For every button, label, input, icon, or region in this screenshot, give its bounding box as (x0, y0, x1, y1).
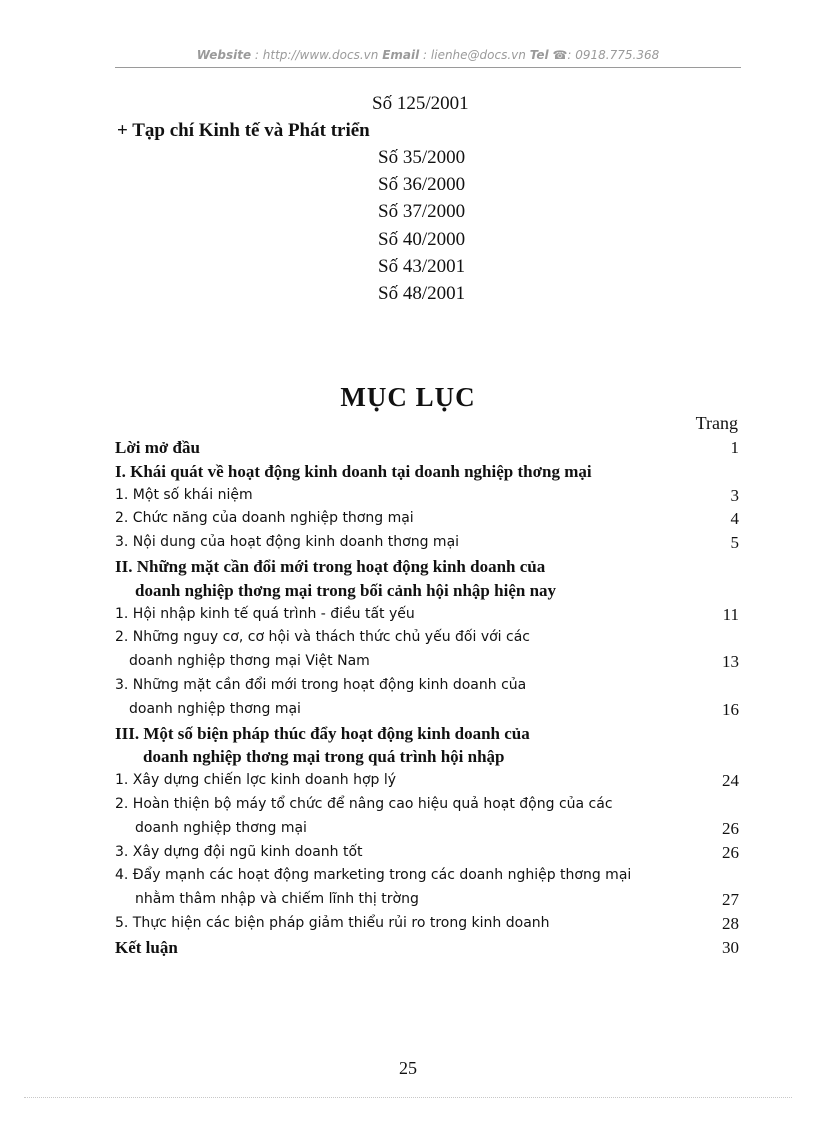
toc-entry-text: 1. Hội nhập kinh tế quá trình - điều tất yếu (115, 605, 415, 622)
toc-entry (115, 722, 739, 746)
email-value: : lienhe@docs.vn (423, 48, 526, 62)
toc-entry-text: I. Khái quát về hoạt động kinh doanh tại doanh nghiệp thơng mại (115, 461, 592, 481)
toc-entry (115, 817, 739, 841)
toc-entry-page: 27 (722, 890, 739, 910)
page-header (115, 48, 741, 62)
toc-entry-page: 1 (730, 438, 739, 457)
toc-entry-text: Kết luận (115, 937, 178, 957)
toc-entry-text: doanh nghiệp thơng mại (135, 819, 307, 836)
toc-entry-text: 1. Xây dựng chiến lợc kinh doanh hợp lý (115, 772, 397, 789)
toc-entry-page: 4 (730, 509, 739, 529)
toc-entry (115, 579, 739, 603)
toc-entry-page: 28 (722, 913, 739, 933)
toc-entry-text: III. Một số biện pháp thúc đẩy hoạt động kinh doanh của (115, 723, 530, 743)
toc-entry-text: doanh nghiệp thơng mại (129, 700, 301, 717)
toc-entry-page: 11 (722, 604, 739, 624)
toc-entry (115, 769, 739, 793)
toc-entry-text: 4. Đẩy mạnh các hoạt động marketing trong các doanh nghiệp thơng mại (115, 867, 632, 884)
toc-entry-page: 26 (722, 818, 739, 838)
toc-title: MỤC LỤC (340, 382, 476, 412)
toc-entry (115, 698, 739, 722)
toc-entry-text: 2. Chức năng của doanh nghiệp thơng mại (115, 510, 414, 527)
toc-entry-text: 5. Thực hiện các biện pháp giảm thiểu rủi ro trong kinh doanh (115, 914, 550, 931)
toc-entry-text: 3. Xây dựng đội ngũ kinh doanh tốt (115, 843, 363, 860)
toc-entry-text: doanh nghiệp thơng mại Việt Nam (129, 653, 370, 670)
toc-entry (115, 603, 739, 627)
toc-entry (115, 841, 739, 865)
toc-entry (115, 674, 739, 698)
toc-entry (115, 912, 739, 936)
toc-entry-text: II. Những mặt cần đổi mới trong hoạt động kinh doanh của (115, 556, 546, 576)
reference-issue: Số 43/2001 (378, 256, 466, 277)
toc-entry-text: Lời mở đầu (115, 438, 200, 457)
toc-entry (115, 484, 739, 508)
toc-entry-page: 30 (722, 937, 739, 957)
toc-entry-page: 5 (730, 533, 739, 553)
toc-entry (115, 626, 739, 650)
toc-entry (115, 507, 739, 531)
table-of-contents (115, 436, 739, 960)
footer-divider (24, 1097, 792, 1098)
reference-issue: Số 37/2000 (378, 201, 466, 222)
reference-issue: Số 35/2000 (378, 147, 466, 168)
reference-issue: Số 125/2001 (372, 93, 469, 114)
toc-entry (115, 460, 739, 484)
toc-entry (115, 745, 739, 769)
toc-entry-page: 24 (722, 771, 739, 791)
toc-entry-text: 3. Nội dung của hoạt động kinh doanh thơng mại (115, 534, 460, 551)
toc-entry (115, 936, 739, 960)
reference-issue: Số 36/2000 (378, 174, 466, 195)
toc-entry (115, 555, 739, 579)
toc-entry (115, 531, 739, 555)
toc-entry-text: 1. Một số khái niệm (115, 486, 253, 503)
toc-entry-text: doanh nghiệp thơng mại trong quá trình hội nhập (143, 747, 505, 767)
toc-entry (115, 650, 739, 674)
reference-issue: Số 40/2000 (378, 229, 466, 250)
toc-entry (115, 436, 739, 460)
page-number: 25 (399, 1058, 417, 1078)
toc-entry (115, 793, 739, 817)
email-label: Email (382, 48, 420, 62)
toc-page-column-label: Trang (695, 413, 738, 433)
tel-label: Tel (529, 48, 549, 62)
phone-icon: ☎ (552, 48, 568, 62)
toc-entry-page: 16 (722, 699, 739, 719)
toc-entry (115, 888, 739, 912)
toc-entry-text: 2. Hoàn thiện bộ máy tổ chức để nâng cao hiệu quả hoạt động của các (115, 795, 613, 812)
toc-entry-text: doanh nghiệp thơng mại trong bối cảnh hội nhập hiện nay (135, 580, 557, 600)
toc-entry-page: 3 (730, 485, 739, 505)
toc-entry-text: 2. Những nguy cơ, cơ hội và thách thức chủ yếu đối với các (115, 629, 530, 646)
toc-entry (115, 864, 739, 888)
header-divider (115, 67, 741, 68)
reference-journal-title: + Tạp chí Kinh tế và Phát triển (117, 120, 370, 141)
toc-entry-text: nhằm thâm nhập và chiếm lĩnh thị trờng (135, 891, 419, 908)
toc-entry-page: 13 (722, 652, 739, 672)
website-label: Website (196, 48, 252, 62)
website-value: : http://www.docs.vn (254, 48, 379, 62)
toc-entry-page: 26 (722, 842, 739, 862)
toc-entry-text: 3. Những mặt cần đổi mới trong hoạt động kinh doanh của (115, 676, 527, 693)
reference-issue: Số 48/2001 (378, 283, 466, 304)
tel-value: : 0918.775.368 (567, 48, 660, 62)
